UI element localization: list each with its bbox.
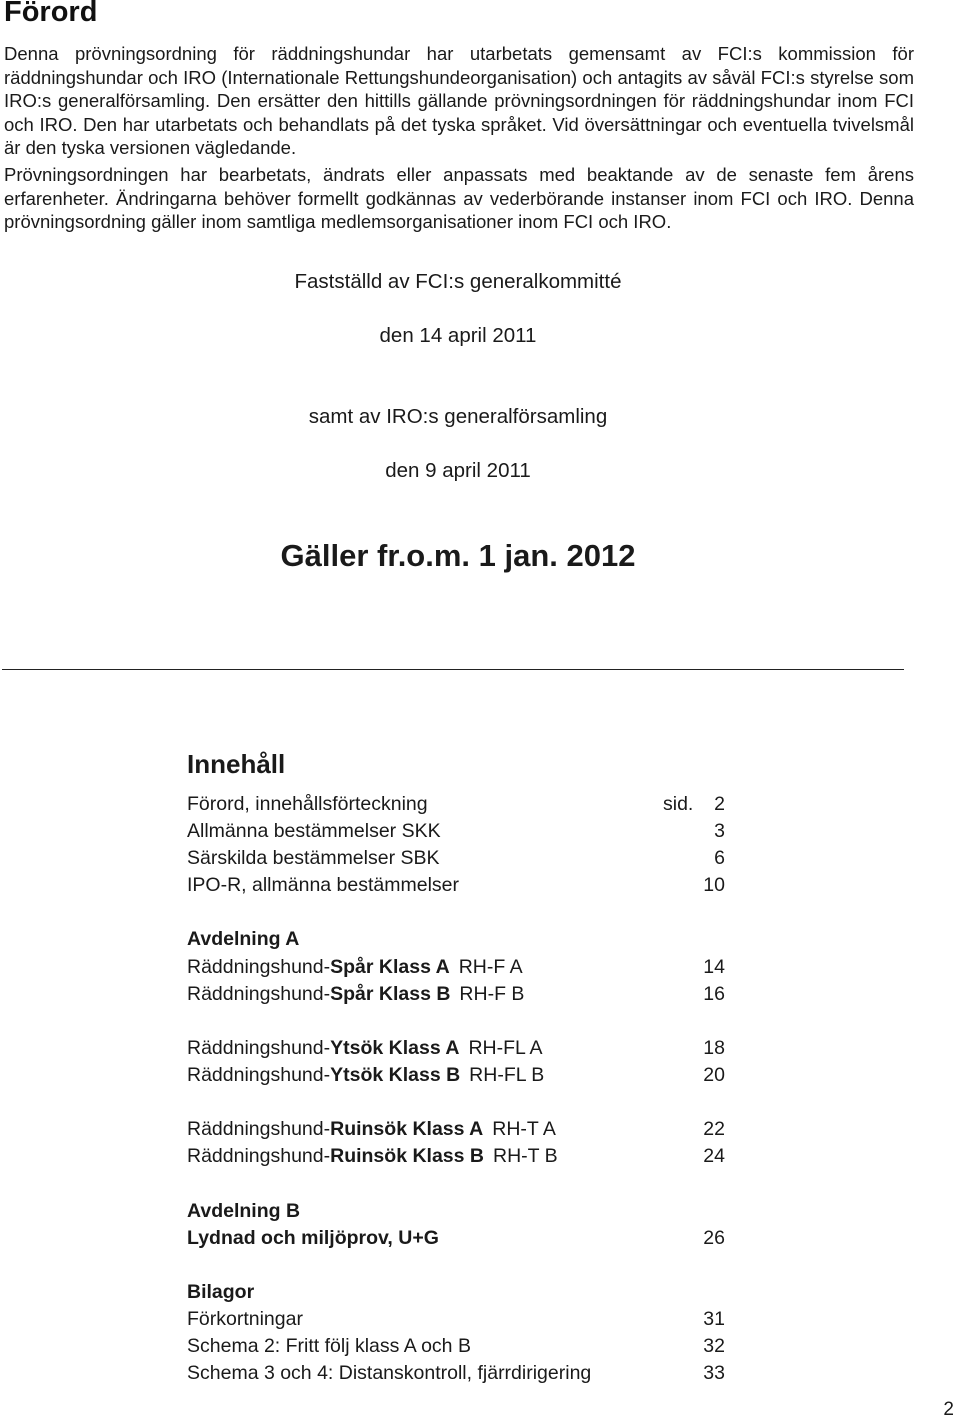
- toc-entry-page: 20: [703, 1064, 725, 1086]
- toc-entry-prefix: Räddningshund-: [187, 983, 331, 1005]
- toc-entry: [187, 1143, 725, 1170]
- toc-entry-label: Allmänna bestämmelser SKK: [187, 820, 441, 842]
- toc-entry-page: 3: [714, 820, 725, 842]
- toc-entry-page: 6: [714, 847, 725, 869]
- toc-entry-page: 33: [703, 1362, 725, 1384]
- toc-entry-prefix: Räddningshund-: [187, 956, 331, 978]
- toc-entry-label: Särskilda bestämmelser SBK: [187, 847, 440, 869]
- toc-entry-label: Schema 2: Fritt följ klass A och B: [187, 1335, 471, 1357]
- toc-appendix-title: Bilagor: [187, 1281, 255, 1303]
- toc-entry-page: 2: [714, 793, 725, 815]
- toc-title: Innehåll: [187, 749, 286, 779]
- separator-line: [2, 669, 904, 670]
- approval-date-fci: den 14 april 2011: [379, 324, 537, 347]
- toc-entry: [187, 981, 725, 1008]
- toc-entry: [187, 1333, 725, 1360]
- toc-entry-discipline: Spår Klass B: [330, 983, 451, 1005]
- toc-entry-label: Förkortningar: [187, 1308, 303, 1330]
- toc-entry-discipline: Ytsök Klass B: [330, 1064, 461, 1086]
- toc-entry-page: 18: [703, 1037, 725, 1059]
- toc-entry-code: RH-T A: [492, 1118, 556, 1140]
- toc-entry: [187, 818, 725, 845]
- toc-entry-page: 32: [703, 1335, 725, 1357]
- toc-entry-prefix: Räddningshund-: [187, 1064, 331, 1086]
- approval-date-iro: den 9 april 2011: [385, 459, 531, 482]
- toc-entry-page: 31: [703, 1308, 725, 1330]
- toc-entry-code: RH-T B: [493, 1145, 558, 1167]
- toc-entry-label: Lydnad och miljöprov, U+G: [187, 1227, 439, 1249]
- toc-entry-page: 22: [703, 1118, 725, 1140]
- toc-entry-page: 26: [703, 1227, 725, 1249]
- page-number: 2: [943, 1399, 954, 1420]
- approval-line-fci: Fastställd av FCI:s generalkommitté: [294, 270, 622, 293]
- toc-entry: [187, 954, 725, 981]
- toc-entry: [187, 1306, 725, 1333]
- intro-paragraph: Denna prövningsordning för räddningshundar har utarbetats gemensamt av FCI:s kommission för räddningshundar och IRO (Internationale Rettungshundeorganisation) och antagits av såväl FCI:s styrelse som IRO:s generalförsamling. Den ersätter den hittills gällande prövningsordningen för räddningshundar inom FCI och IRO. Den har utarbetats och behandlats på det tyska språket. Vid översättningar och eventuella tvivelsmål är den tyska versionen vägledande.: [4, 43, 914, 158]
- toc-entry: [187, 791, 725, 818]
- toc-entry: [187, 1062, 725, 1089]
- toc-entry-prefix: Räddningshund-: [187, 1145, 331, 1167]
- toc-entry-label: Förord, innehållsförteckning: [187, 793, 428, 815]
- toc-entry-label: Schema 3 och 4: Distanskontroll, fjärrdirigering: [187, 1362, 592, 1384]
- toc-entry-prefix: Räddningshund-: [187, 1118, 331, 1140]
- toc-entry-discipline: Ruinsök Klass B: [330, 1145, 484, 1167]
- toc-sid-label: sid.: [663, 793, 694, 815]
- toc-entry-code: RH-F A: [458, 956, 523, 978]
- toc-entry-code: RH-FL B: [469, 1064, 545, 1086]
- toc-entry-page: 14: [703, 956, 725, 978]
- toc-entry-code: RH-FL A: [468, 1037, 543, 1059]
- revision-paragraph: Prövningsordningen har bearbetats, ändrats eller anpassats med beaktande av de senaste fem årens erfarenheter. Ändringarna behöver formellt godkännas av vederbörande instanser inom FCI och IRO. Denna prövningsordning gäller inom samtliga medlemsorganisationer inom FCI och IRO.: [4, 164, 914, 232]
- toc-entry: [187, 1225, 725, 1252]
- toc-entry-prefix: Räddningshund-: [187, 1037, 331, 1059]
- toc-entry: [187, 1116, 725, 1143]
- approval-line-iro: samt av IRO:s generalförsamling: [308, 405, 608, 428]
- toc-entry-code: RH-F B: [459, 983, 525, 1005]
- toc-section-b-title: Avdelning B: [187, 1200, 301, 1222]
- toc-entry-discipline: Ruinsök Klass A: [330, 1118, 484, 1140]
- toc-entry: [187, 1035, 725, 1062]
- toc-section-a-title: Avdelning A: [187, 928, 300, 950]
- toc-entry: [187, 1360, 725, 1387]
- toc-entry: [187, 872, 725, 899]
- valid-from: Gäller fr.o.m. 1 jan. 2012: [280, 538, 636, 573]
- page-heading: Förord: [4, 0, 98, 28]
- toc-entry-label: IPO-R, allmänna bestämmelser: [187, 874, 460, 896]
- toc-entry-discipline: Spår Klass A: [330, 956, 450, 978]
- toc-entry-page: 24: [703, 1145, 725, 1167]
- toc-entry: [187, 845, 725, 872]
- toc-entry-page: 16: [703, 983, 725, 1005]
- toc-entry-page: 10: [703, 874, 725, 896]
- toc-entry-discipline: Ytsök Klass A: [330, 1037, 460, 1059]
